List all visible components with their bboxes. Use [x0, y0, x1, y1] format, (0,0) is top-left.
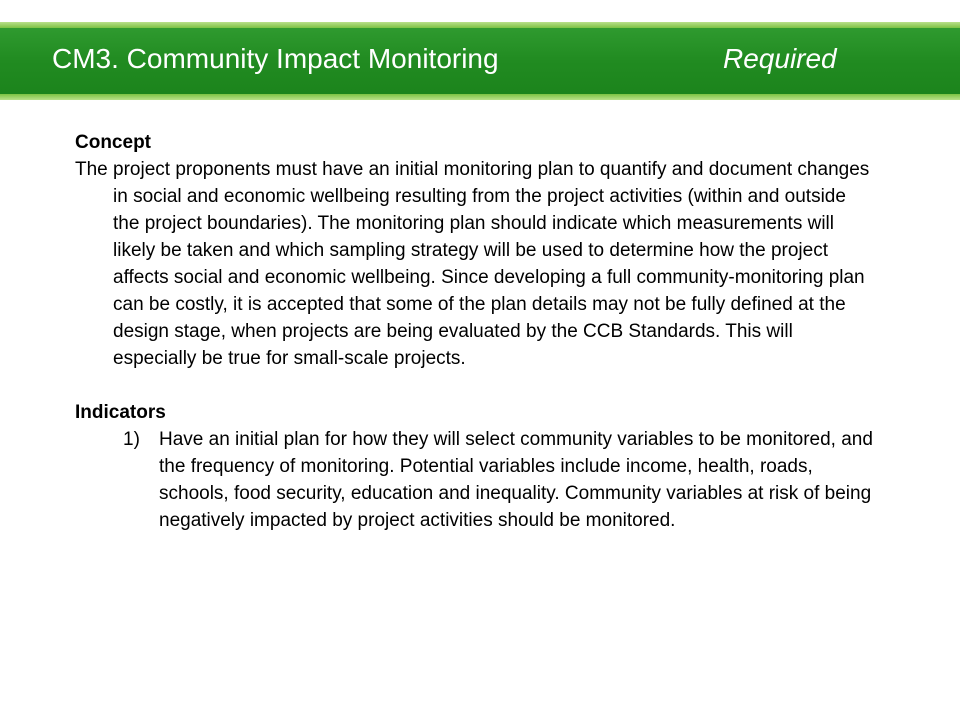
slide-title: CM3. Community Impact Monitoring	[52, 43, 499, 74]
banner-bottom-edge	[0, 94, 960, 100]
concept-body: The project proponents must have an initial monitoring plan to quantify and document changes in social and economic wellbeing resulting from the project activities (within and outside the project boundaries). The monitoring plan should indicate which measurements will likely be taken and which sampling strategy will be used to determine how the project affects social and economic wellbeing. Since developing a full community-monitoring plan can be costly, it is accepted that some of the plan details may not be fully defined at the design stage, when projects are being evaluated by the CCB Standards. This will especially be true for small-scale projects.	[75, 159, 870, 369]
indicator-text: Have an initial plan for how they will select community variables to be monitored, and the frequency of monitoring. Potential variables include income, health, roads, schools, food security, education and inequality. Community variables at risk of being negatively impacted by project activities should be monitored.	[159, 429, 873, 531]
indicator-number: 1)	[123, 429, 140, 450]
indicators-heading: Indicators	[75, 402, 166, 423]
concept-heading: Concept	[75, 132, 151, 153]
banner-body	[0, 28, 960, 94]
title-banner	[0, 22, 960, 100]
requirement-tag: Required	[723, 43, 837, 74]
indicator-item	[75, 426, 875, 534]
section-spacer	[75, 372, 875, 399]
slide-content	[75, 129, 875, 534]
